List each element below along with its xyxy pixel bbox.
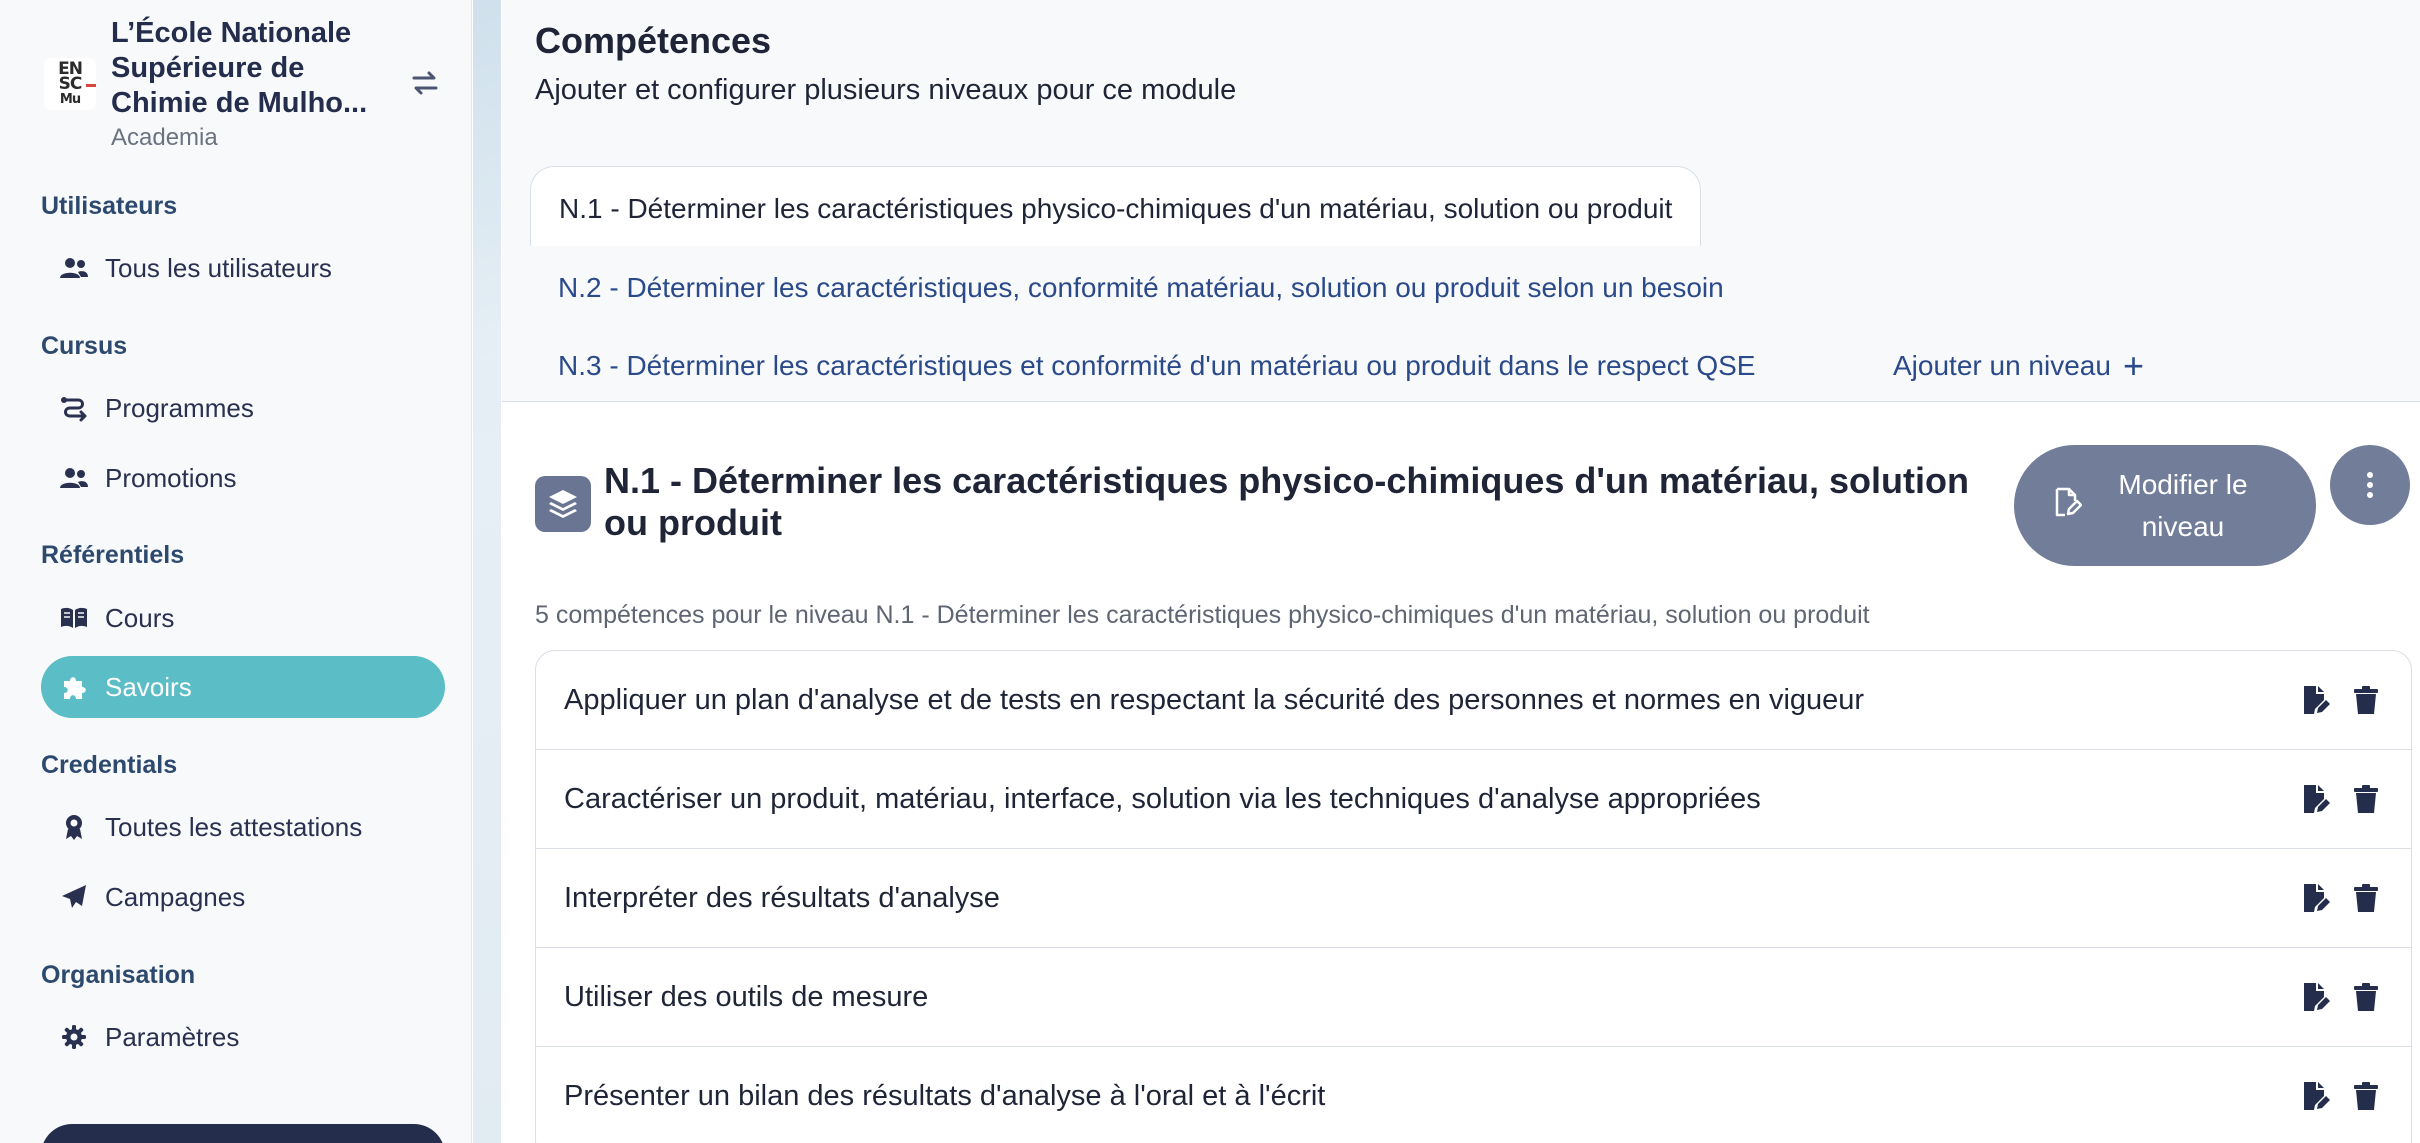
- award-icon: [59, 812, 89, 842]
- sidebar-item-label: Savoirs: [105, 671, 192, 702]
- trash-icon[interactable]: [2349, 980, 2383, 1014]
- skill-label: Présenter un bilan des résultats d'analyse à l'oral et à l'écrit: [564, 1079, 1326, 1112]
- sidebar-item-label: Toutes les attestations: [105, 811, 363, 842]
- section-title-referentiels: Référentiels: [41, 541, 185, 569]
- sidebar-item-label: Paramètres: [105, 1021, 240, 1052]
- sidebar-item-toutes-les-attestations[interactable]: [41, 796, 445, 858]
- edit-level-label: Modifier le niveau: [2118, 468, 2248, 542]
- organization-header[interactable]: [44, 16, 454, 156]
- organization-logo: [44, 58, 96, 110]
- sidebar-item-promotions[interactable]: [41, 447, 445, 509]
- sidebar-item-savoirs[interactable]: [41, 656, 445, 718]
- level-title: N.1 - Déterminer les caractéristiques physico-chimiques d'un matériau, solution ou produit: [604, 460, 1969, 543]
- section-title-cursus: Cursus: [41, 332, 128, 360]
- sidebar-item-label: Cours: [105, 602, 175, 633]
- sidebar-item-parametres[interactable]: [41, 1006, 445, 1068]
- plus-icon: +: [2122, 345, 2144, 386]
- paper-plane-icon: [59, 882, 89, 912]
- add-level-label: Ajouter un niveau: [1893, 350, 2111, 381]
- sidebar: [0, 0, 472, 1143]
- skills-list: [535, 650, 2412, 1143]
- section-title-utilisateurs: Utilisateurs: [41, 192, 178, 220]
- header-area: [502, 0, 2420, 402]
- edit-file-icon[interactable]: [2299, 683, 2333, 717]
- page-title: Compétences: [535, 20, 772, 61]
- scroll-divider: [473, 0, 501, 1143]
- main-content: [502, 0, 2420, 1143]
- edit-file-icon[interactable]: [2299, 782, 2333, 816]
- sidebar-item-label: Programmes: [105, 392, 254, 423]
- list-item: [536, 1047, 2411, 1143]
- switch-organization-icon[interactable]: [408, 66, 442, 100]
- skill-label: Utiliser des outils de mesure: [564, 980, 929, 1013]
- edit-level-button[interactable]: [2014, 445, 2316, 566]
- puzzle-icon: [59, 672, 89, 702]
- trash-icon[interactable]: [2349, 683, 2383, 717]
- more-options-button[interactable]: [2330, 445, 2410, 525]
- trash-icon[interactable]: [2349, 1079, 2383, 1113]
- sidebar-item-label: Tous les utilisateurs: [105, 252, 332, 283]
- users-icon: [59, 253, 89, 283]
- section-title-organisation: Organisation: [41, 961, 196, 989]
- organization-subtitle: Academia: [111, 124, 218, 151]
- skill-label: Caractériser un produit, matériau, interface, solution via les techniques d'analyse appropriées: [564, 782, 1761, 815]
- trash-icon[interactable]: [2349, 782, 2383, 816]
- users-icon: [59, 463, 89, 493]
- sidebar-item-label: Promotions: [105, 462, 237, 493]
- skill-label: Interpréter des résultats d'analyse: [564, 881, 1000, 914]
- section-title-credentials: Credentials: [41, 751, 178, 779]
- logo-accent-bar: [86, 84, 96, 87]
- route-icon: [59, 393, 89, 423]
- layers-icon: [535, 476, 591, 532]
- sidebar-item-cours[interactable]: [41, 587, 445, 649]
- sidebar-item-label: Campagnes: [105, 881, 246, 912]
- organization-name: L’École Nationale Supérieure de Chimie de Mulho...: [111, 17, 368, 119]
- list-item: [536, 651, 2411, 750]
- list-item: [536, 750, 2411, 849]
- trash-icon[interactable]: [2349, 881, 2383, 915]
- sidebar-item-programmes[interactable]: [41, 377, 445, 439]
- sidebar-item-campagnes[interactable]: [41, 866, 445, 928]
- sidebar-bottom-button[interactable]: [41, 1124, 445, 1143]
- logo-line-1: EN: [58, 59, 82, 79]
- edit-file-icon[interactable]: [2299, 881, 2333, 915]
- book-icon: [59, 603, 89, 633]
- vertical-dots-icon: [2366, 471, 2374, 499]
- logo-line-2: SC: [58, 74, 82, 94]
- tab-level-n2[interactable]: N.2 - Déterminer les caractéristiques, conformité matériau, solution ou produit selon un besoin: [558, 272, 1724, 303]
- list-item: [536, 948, 2411, 1047]
- edit-file-icon[interactable]: [2299, 1079, 2333, 1113]
- skills-count-text: 5 compétences pour le niveau N.1 - Déterminer les caractéristiques physico-chimiques d'un matériau, solution ou produit: [535, 601, 1870, 629]
- file-edit-icon: [2052, 487, 2082, 517]
- page-subtitle: Ajouter et configurer plusieurs niveaux pour ce module: [535, 74, 1237, 106]
- tab-level-n3[interactable]: N.3 - Déterminer les caractéristiques et conformité d'un matériau ou produit dans le respect QSE: [558, 350, 1756, 381]
- logo-line-3: Mu: [59, 92, 81, 107]
- gear-icon: [59, 1022, 89, 1052]
- list-item: [536, 849, 2411, 948]
- tab-level-n1[interactable]: N.1 - Déterminer les caractéristiques physico-chimiques d'un matériau, solution ou produit: [530, 166, 1701, 246]
- edit-file-icon[interactable]: [2299, 980, 2333, 1014]
- sidebar-item-tous-les-utilisateurs[interactable]: [41, 237, 445, 299]
- skill-label: Appliquer un plan d'analyse et de tests en respectant la sécurité des personnes et normes en vigueur: [564, 683, 1865, 716]
- tabs-divider: [502, 401, 2420, 402]
- add-level-button[interactable]: [1893, 345, 2144, 386]
